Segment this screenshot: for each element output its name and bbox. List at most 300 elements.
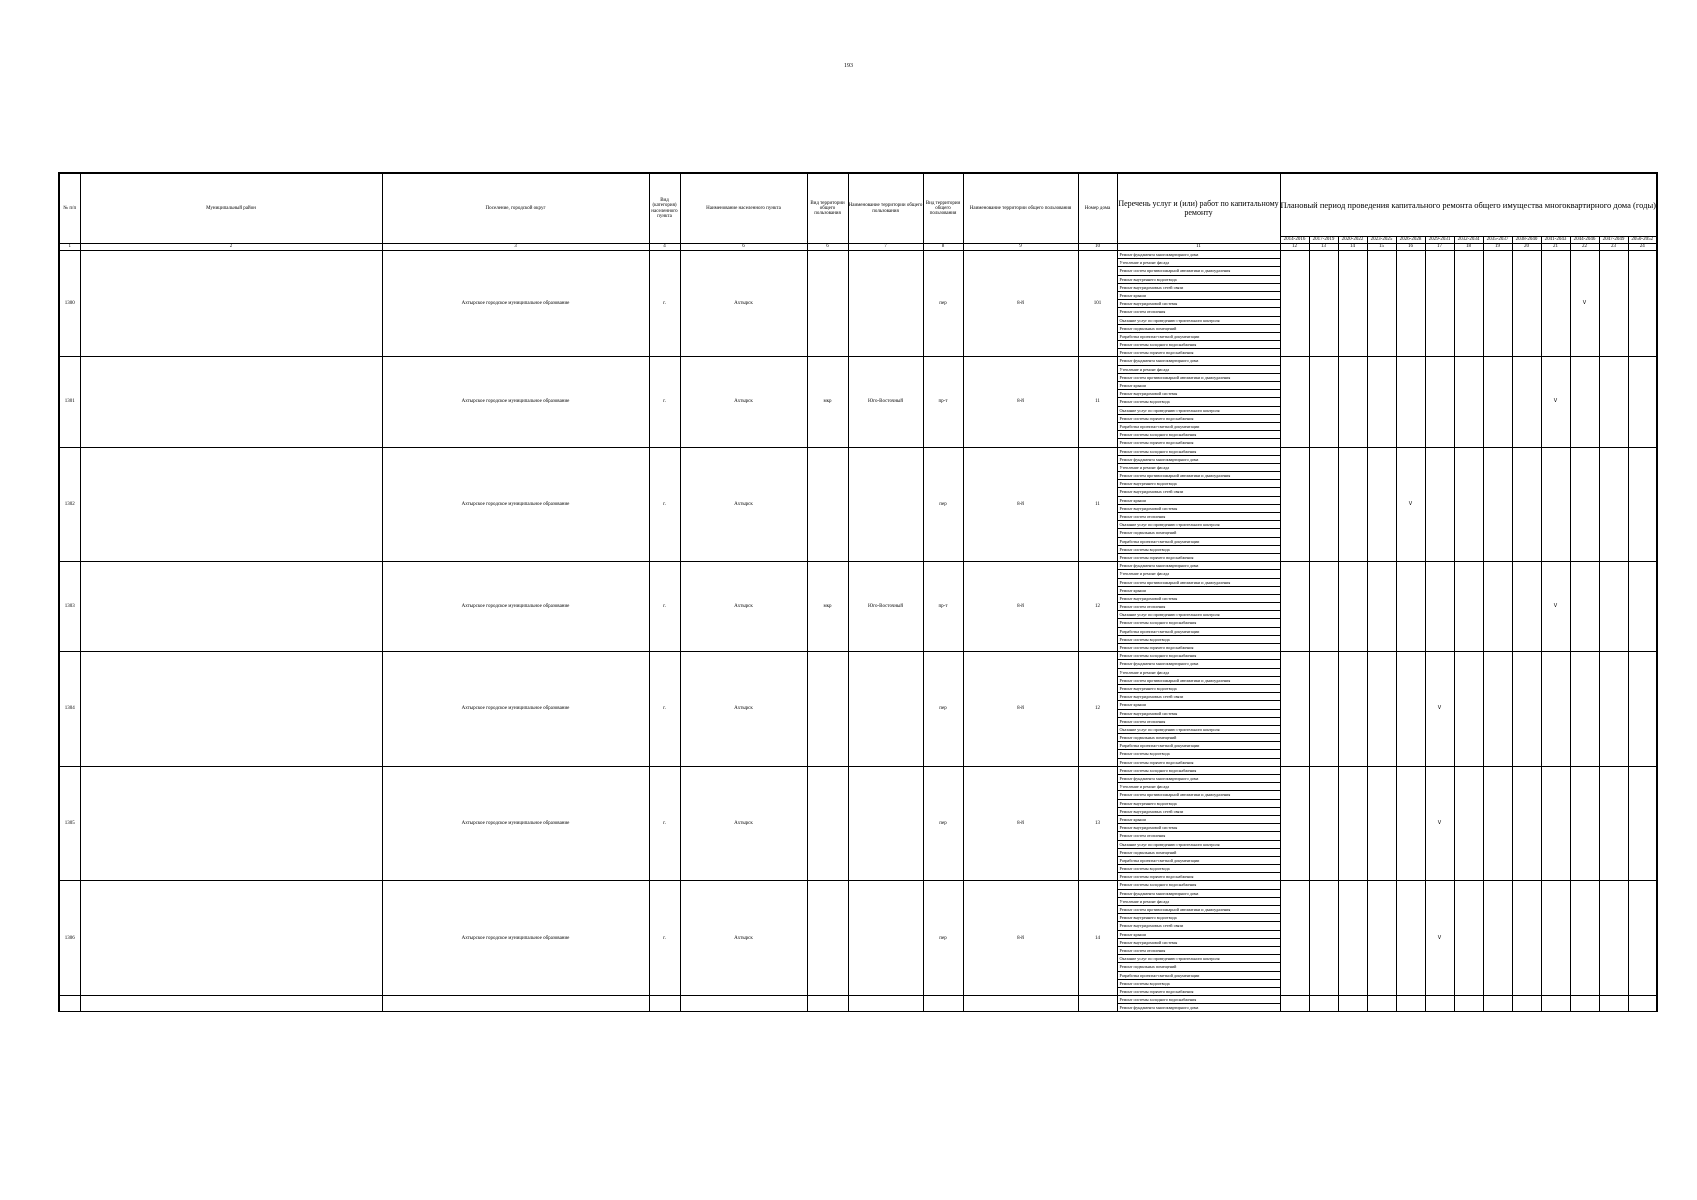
plan-mark-cell — [1280, 357, 1309, 447]
locality-type-cell: г. — [649, 562, 680, 652]
plan-mark-cell — [1512, 562, 1541, 652]
header-locality-name: Наименование населенного пункта — [680, 173, 807, 244]
locality-type-cell: г. — [649, 766, 680, 881]
district-cell — [80, 881, 382, 996]
plan-mark-cell — [1396, 251, 1425, 357]
work-item: Оказание услуг по проведению строительного контроля — [1118, 955, 1280, 963]
column-number: 6 — [807, 244, 848, 251]
plan-mark-cell — [1483, 652, 1512, 767]
work-item: Ремонт системы горячего водоснабжения — [1119, 874, 1194, 880]
work-item: Оказание услуг по проведению строительного контроля — [1118, 726, 1280, 734]
column-number: 18 — [1454, 244, 1483, 251]
plan-mark-cell — [1396, 766, 1425, 881]
plan-mark-cell — [1599, 251, 1628, 357]
plan-mark-cell: V — [1570, 251, 1599, 357]
works-list-cell — [1117, 766, 1280, 881]
table-row — [59, 357, 1657, 447]
work-item: Ремонт системы холодного водоснабжения — [1118, 881, 1280, 889]
work-item: Ремонт систем противопожарной автоматики и дымоудаления — [1118, 677, 1280, 685]
plan-mark-cell — [1454, 652, 1483, 767]
plan-mark-cell — [1367, 996, 1396, 1012]
plan-mark-cell — [1367, 652, 1396, 767]
work-item: Ремонт крыши — [1118, 497, 1280, 505]
header-house: Номер дома — [1078, 173, 1117, 244]
street-type-cell — [807, 652, 848, 767]
column-number: 8 — [923, 244, 963, 251]
work-item: Ремонт системы горячего водоснабжения — [1119, 645, 1194, 650]
work-item: Ремонт системы водоотвода — [1118, 546, 1280, 554]
plan-mark-cell — [1570, 447, 1599, 562]
year-header: 2029-2031 — [1425, 237, 1454, 244]
plan-mark-cell — [1454, 447, 1483, 562]
district-cell — [80, 251, 382, 357]
plan-mark-cell: V — [1425, 766, 1454, 881]
work-item: Ремонт подвальных помещений — [1118, 529, 1280, 537]
settlement-cell: Ахтырское городское муниципальное образование — [382, 562, 649, 652]
header-district: Муниципальный район — [80, 173, 382, 244]
page-number: 193 — [844, 63, 853, 69]
work-item: Ремонт системы водоотвода — [1118, 980, 1280, 988]
row-number: 1302 — [59, 447, 80, 562]
house-number-cell: 12 — [1078, 562, 1117, 652]
works-list-cell — [1117, 562, 1280, 652]
work-item: Ремонт систем противопожарной автоматики и дымоудаления — [1118, 472, 1280, 480]
plan-mark-cell — [1628, 881, 1657, 996]
column-number: 17 — [1425, 244, 1454, 251]
works-list-cell — [1117, 652, 1280, 767]
column-number: 6 — [680, 244, 807, 251]
work-item: Ремонт фундамента многоквартирного дома — [1118, 890, 1280, 898]
work-item: Ремонт подвальных помещений — [1118, 734, 1280, 742]
works-list-cell — [1117, 357, 1280, 447]
column-number: 9 — [963, 244, 1078, 251]
work-item: Разработка проектно-сметной документации — [1118, 423, 1280, 431]
column-number: 16 — [1396, 244, 1425, 251]
work-item: Оказание услуг по проведению строительного контроля — [1118, 407, 1280, 415]
works-list-cell — [1117, 251, 1280, 357]
work-item: Ремонт внутридомовых сетей связи — [1118, 284, 1280, 292]
work-item: Ремонт системы горячего водоснабжения — [1119, 350, 1194, 356]
plan-mark-cell — [1338, 562, 1367, 652]
work-item: Ремонт систем отопления — [1118, 718, 1280, 726]
plan-mark-cell — [1541, 447, 1570, 562]
plan-mark-cell — [1628, 652, 1657, 767]
column-number: 11 — [1117, 244, 1280, 251]
plan-mark-cell — [1512, 357, 1541, 447]
settlement-cell: Ахтырское городское муниципальное образование — [382, 652, 649, 767]
work-item: Ремонт внутреннего водоотвода — [1118, 800, 1280, 808]
work-item: Оказание услуг по проведению строительного контроля — [1118, 611, 1280, 619]
street-type-2-cell: пер — [923, 447, 963, 562]
street-name-cell: Юго-Восточный — [848, 562, 923, 652]
work-item: Ремонт внутреннего водоотвода — [1118, 685, 1280, 693]
year-header: 2014-2016 — [1280, 237, 1309, 244]
column-number: 12 — [1280, 244, 1309, 251]
work-item: Ремонт внутреннего водоотвода — [1118, 276, 1280, 284]
table-row — [59, 562, 1657, 652]
year-header: 2044-2046 — [1570, 237, 1599, 244]
work-item: Ремонт систем противопожарной автоматики и дымоудаления — [1118, 906, 1280, 914]
plan-mark-cell — [1512, 652, 1541, 767]
plan-mark-cell — [1425, 357, 1454, 447]
work-item: Разработка проектно-сметной документации — [1118, 972, 1280, 980]
work-item: Ремонт фундамента многоквартирного дома — [1119, 1005, 1199, 1011]
work-item: Разработка проектно-сметной документации — [1118, 333, 1280, 341]
work-item: Оказание услуг по проведению строительного контроля — [1118, 317, 1280, 325]
plan-mark-cell — [1512, 447, 1541, 562]
plan-mark-cell — [1367, 562, 1396, 652]
street-type-2-cell: пер — [923, 251, 963, 357]
work-item: Ремонт систем противопожарной автоматики и дымоудаления — [1118, 579, 1280, 587]
plan-mark-cell — [1541, 766, 1570, 881]
plan-mark-cell — [1483, 881, 1512, 996]
house-number-cell: 12 — [1078, 652, 1117, 767]
plan-mark-cell — [1570, 562, 1599, 652]
locality-name-cell — [680, 996, 807, 1012]
street-name-cell: Юго-Восточный — [848, 357, 923, 447]
plan-mark-cell — [1628, 996, 1657, 1012]
work-item: Ремонт внутридомовых сетей связи — [1118, 488, 1280, 496]
work-item: Ремонт внутридомовых сетей связи — [1118, 922, 1280, 930]
work-item: Ремонт систем отопления — [1118, 308, 1280, 316]
street-type-cell — [807, 447, 848, 562]
house-number-cell: 101 — [1078, 251, 1117, 357]
street-type-cell — [807, 251, 848, 357]
work-item: Ремонт системы водоотвода — [1118, 865, 1280, 873]
header-street-name: Наименование территории общего пользования — [848, 173, 923, 244]
row-number: 1303 — [59, 562, 80, 652]
work-item: Ремонт подвальных помещений — [1118, 325, 1280, 333]
plan-mark-cell — [1570, 996, 1599, 1012]
house-number-cell: 11 — [1078, 447, 1117, 562]
plan-mark-cell — [1454, 996, 1483, 1012]
year-header: 2026-2028 — [1396, 237, 1425, 244]
plan-mark-cell — [1338, 652, 1367, 767]
plan-mark-cell — [1280, 562, 1309, 652]
settlement-cell — [382, 996, 649, 1012]
table-row — [59, 251, 1657, 357]
plan-mark-cell — [1599, 881, 1628, 996]
work-item: Утепление и ремонт фасада — [1118, 898, 1280, 906]
plan-mark-cell — [1570, 357, 1599, 447]
street-name-2-cell — [963, 996, 1078, 1012]
header-row — [59, 173, 1657, 237]
locality-name-cell: Ахтырск — [680, 562, 807, 652]
table-row — [59, 447, 1657, 562]
year-header: 2050-2052 — [1628, 237, 1657, 244]
year-header: 2020-2022 — [1338, 237, 1367, 244]
column-numbers-row — [59, 244, 1657, 251]
year-header: 2041-2043 — [1541, 237, 1570, 244]
work-item: Ремонт подвальных помещений — [1118, 963, 1280, 971]
plan-mark-cell — [1599, 447, 1628, 562]
plan-mark-cell — [1599, 766, 1628, 881]
plan-mark-cell — [1367, 251, 1396, 357]
street-name-cell — [848, 652, 923, 767]
year-header: 2035-2037 — [1483, 237, 1512, 244]
settlement-cell: Ахтырское городское муниципальное образование — [382, 881, 649, 996]
works-list-cell — [1117, 881, 1280, 996]
plan-mark-cell — [1570, 652, 1599, 767]
row-number: 1305 — [59, 766, 80, 881]
work-item: Ремонт системы горячего водоснабжения — [1119, 759, 1194, 765]
plan-mark-cell — [1483, 766, 1512, 881]
work-item: Утепление и ремонт фасада — [1118, 464, 1280, 472]
work-item: Ремонт внутридомовых сетей связи — [1118, 808, 1280, 816]
column-number: 3 — [382, 244, 649, 251]
work-item: Ремонт системы водоотвода — [1118, 398, 1280, 406]
table-row — [59, 766, 1657, 881]
row-number: 1304 — [59, 652, 80, 767]
header-plan-period: Плановый период проведения капитального ремонта общего имущества многоквартирного дома (годы) — [1280, 173, 1657, 237]
header-street-type: Вид территории общего пользования — [807, 173, 848, 244]
plan-mark-cell — [1483, 447, 1512, 562]
work-item: Ремонт подвальных помещений — [1118, 849, 1280, 857]
plan-mark-cell — [1309, 996, 1338, 1012]
work-item: Ремонт внутридомовой системы — [1118, 939, 1280, 947]
plan-mark-cell — [1599, 357, 1628, 447]
header-works: Перечень услуг и (или) работ по капитальному ремонту — [1117, 173, 1280, 244]
plan-mark-cell — [1309, 447, 1338, 562]
plan-mark-cell — [1280, 447, 1309, 562]
work-item: Утепление и ремонт фасада — [1118, 783, 1280, 791]
work-item: Ремонт внутреннего водоотвода — [1118, 480, 1280, 488]
plan-mark-cell — [1454, 562, 1483, 652]
plan-mark-cell — [1454, 881, 1483, 996]
row-number: 1300 — [59, 251, 80, 357]
plan-mark-cell — [1396, 652, 1425, 767]
column-number: 19 — [1483, 244, 1512, 251]
street-name-2-cell: 8-й — [963, 652, 1078, 767]
table-row — [59, 652, 1657, 767]
plan-mark-cell — [1280, 881, 1309, 996]
plan-mark-cell — [1309, 766, 1338, 881]
work-item: Ремонт системы водоотвода — [1118, 636, 1280, 644]
district-cell — [80, 562, 382, 652]
plan-mark-cell — [1396, 881, 1425, 996]
work-item: Ремонт системы холодного водоснабжения — [1118, 448, 1280, 456]
plan-mark-cell: V — [1541, 357, 1570, 447]
locality-name-cell: Ахтырск — [680, 251, 807, 357]
plan-mark-cell — [1309, 562, 1338, 652]
plan-mark-cell — [1541, 996, 1570, 1012]
year-header: 2047-2049 — [1599, 237, 1628, 244]
plan-mark-cell — [1512, 766, 1541, 881]
table-row — [59, 996, 1657, 1012]
work-item: Ремонт внутридомовой системы — [1118, 595, 1280, 603]
table-row — [59, 881, 1657, 996]
plan-mark-cell — [1309, 357, 1338, 447]
work-item: Ремонт систем отопления — [1118, 832, 1280, 840]
house-number-cell — [1078, 996, 1117, 1012]
street-name-cell — [848, 251, 923, 357]
work-item: Разработка проектно-сметной документации — [1118, 628, 1280, 636]
schedule-table-wrapper — [58, 172, 1656, 1011]
street-type-cell: мкр — [807, 562, 848, 652]
work-item: Утепление и ремонт фасада — [1118, 259, 1280, 267]
plan-mark-cell — [1338, 766, 1367, 881]
row-number — [59, 996, 80, 1012]
column-number: 23 — [1599, 244, 1628, 251]
work-item: Разработка проектно-сметной документации — [1118, 857, 1280, 865]
plan-mark-cell — [1541, 881, 1570, 996]
column-number: 14 — [1338, 244, 1367, 251]
plan-mark-cell — [1454, 251, 1483, 357]
work-item: Ремонт системы холодного водоснабжения — [1118, 652, 1280, 660]
street-type-2-cell: пер — [923, 881, 963, 996]
plan-mark-cell — [1338, 357, 1367, 447]
street-type-cell — [807, 996, 848, 1012]
schedule-table — [58, 172, 1658, 1012]
plan-mark-cell — [1280, 251, 1309, 357]
work-item: Разработка проектно-сметной документации — [1118, 538, 1280, 546]
year-header: 2032-2034 — [1454, 237, 1483, 244]
street-type-2-cell: пр-т — [923, 562, 963, 652]
year-header: 2038-2040 — [1512, 237, 1541, 244]
district-cell — [80, 996, 382, 1012]
schedule-body — [59, 251, 1657, 1012]
street-name-2-cell: 8-й — [963, 766, 1078, 881]
work-item: Ремонт системы горячего водоснабжения — [1119, 988, 1194, 994]
work-item: Ремонт крыши — [1118, 701, 1280, 709]
plan-mark-cell — [1309, 251, 1338, 357]
work-item: Ремонт системы холодного водоснабжения — [1118, 619, 1280, 627]
locality-type-cell: г. — [649, 652, 680, 767]
street-name-cell — [848, 766, 923, 881]
work-item: Ремонт фундамента многоквартирного дома — [1118, 251, 1280, 259]
street-name-cell — [848, 996, 923, 1012]
settlement-cell: Ахтырское городское муниципальное образование — [382, 357, 649, 447]
locality-name-cell: Ахтырск — [680, 881, 807, 996]
column-number: 4 — [649, 244, 680, 251]
work-item: Ремонт системы холодного водоснабжения — [1118, 431, 1280, 439]
plan-mark-cell — [1628, 251, 1657, 357]
locality-name-cell: Ахтырск — [680, 652, 807, 767]
work-item: Ремонт систем отопления — [1118, 947, 1280, 955]
column-number: 21 — [1541, 244, 1570, 251]
work-item: Ремонт крыши — [1118, 816, 1280, 824]
header-street-type-2: Вид территории общего пользования — [923, 173, 963, 244]
locality-name-cell: Ахтырск — [680, 447, 807, 562]
plan-mark-cell: V — [1425, 881, 1454, 996]
work-item: Ремонт крыши — [1118, 587, 1280, 595]
plan-mark-cell — [1570, 766, 1599, 881]
work-item: Ремонт системы холодного водоснабжения — [1118, 341, 1280, 349]
district-cell — [80, 447, 382, 562]
plan-mark-cell — [1628, 447, 1657, 562]
works-list-cell — [1117, 447, 1280, 562]
work-item: Оказание услуг по проведению строительного контроля — [1118, 841, 1280, 849]
street-type-cell — [807, 766, 848, 881]
locality-type-cell: г. — [649, 251, 680, 357]
work-item: Ремонт системы горячего водоснабжения — [1119, 554, 1194, 560]
plan-mark-cell — [1570, 881, 1599, 996]
work-item: Ремонт систем противопожарной автоматики и дымоудаления — [1118, 374, 1280, 382]
plan-mark-cell — [1367, 881, 1396, 996]
column-number: 2 — [80, 244, 382, 251]
work-item: Ремонт фундамента многоквартирного дома — [1118, 562, 1280, 570]
plan-mark-cell — [1512, 881, 1541, 996]
plan-mark-cell — [1628, 357, 1657, 447]
column-number: 22 — [1570, 244, 1599, 251]
column-number: 7 — [848, 244, 923, 251]
street-name-2-cell: 8-й — [963, 357, 1078, 447]
plan-mark-cell — [1280, 652, 1309, 767]
year-header: 2017-2019 — [1309, 237, 1338, 244]
work-item: Ремонт системы горячего водоснабжения — [1119, 440, 1194, 446]
plan-mark-cell — [1628, 562, 1657, 652]
work-item: Разработка проектно-сметной документации — [1118, 742, 1280, 750]
plan-mark-cell — [1512, 996, 1541, 1012]
work-item: Ремонт крыши — [1118, 382, 1280, 390]
year-header: 2023-2025 — [1367, 237, 1396, 244]
street-name-2-cell: 8-й — [963, 881, 1078, 996]
locality-name-cell: Ахтырск — [680, 357, 807, 447]
plan-mark-cell — [1338, 447, 1367, 562]
street-name-2-cell: 8-й — [963, 562, 1078, 652]
street-type-cell: мкр — [807, 357, 848, 447]
street-name-2-cell: 8-й — [963, 447, 1078, 562]
work-item: Утепление и ремонт фасада — [1118, 570, 1280, 578]
plan-mark-cell — [1483, 996, 1512, 1012]
work-item: Ремонт систем отопления — [1118, 603, 1280, 611]
work-item: Ремонт крыши — [1118, 292, 1280, 300]
plan-mark-cell: V — [1425, 652, 1454, 767]
house-number-cell: 14 — [1078, 881, 1117, 996]
work-item: Ремонт внутридомовых сетей связи — [1118, 693, 1280, 701]
plan-mark-cell — [1367, 357, 1396, 447]
column-number: 1 — [59, 244, 80, 251]
column-number: 20 — [1512, 244, 1541, 251]
work-item: Ремонт систем отопления — [1118, 513, 1280, 521]
plan-mark-cell — [1280, 766, 1309, 881]
locality-name-cell: Ахтырск — [680, 766, 807, 881]
house-number-cell: 13 — [1078, 766, 1117, 881]
street-type-2-cell: пер — [923, 766, 963, 881]
plan-mark-cell — [1338, 251, 1367, 357]
work-item: Ремонт фундамента многоквартирного дома — [1118, 660, 1280, 668]
plan-mark-cell — [1541, 652, 1570, 767]
plan-mark-cell — [1338, 881, 1367, 996]
column-number: 15 — [1367, 244, 1396, 251]
house-number-cell: 11 — [1078, 357, 1117, 447]
plan-mark-cell — [1396, 996, 1425, 1012]
work-item: Ремонт системы горячего водоснабжения — [1118, 415, 1280, 423]
column-number: 13 — [1309, 244, 1338, 251]
work-item: Утепление и ремонт фасада — [1118, 366, 1280, 374]
plan-mark-cell — [1599, 652, 1628, 767]
header-num: № п/п — [59, 173, 80, 244]
plan-mark-cell — [1483, 251, 1512, 357]
plan-mark-cell: V — [1541, 562, 1570, 652]
plan-mark-cell — [1454, 766, 1483, 881]
plan-mark-cell — [1309, 881, 1338, 996]
row-number: 1306 — [59, 881, 80, 996]
plan-mark-cell — [1483, 357, 1512, 447]
plan-mark-cell — [1483, 562, 1512, 652]
plan-mark-cell — [1309, 652, 1338, 767]
work-item: Ремонт крыши — [1118, 931, 1280, 939]
street-type-cell — [807, 881, 848, 996]
settlement-cell: Ахтырское городское муниципальное образование — [382, 447, 649, 562]
plan-mark-cell — [1425, 251, 1454, 357]
plan-mark-cell — [1599, 996, 1628, 1012]
row-number: 1301 — [59, 357, 80, 447]
header-locality-type: Вид (категория) населенного пункта — [649, 173, 680, 244]
settlement-cell: Ахтырское городское муниципальное образование — [382, 251, 649, 357]
work-item: Ремонт внутридомовой системы — [1118, 300, 1280, 308]
plan-mark-cell — [1338, 996, 1367, 1012]
